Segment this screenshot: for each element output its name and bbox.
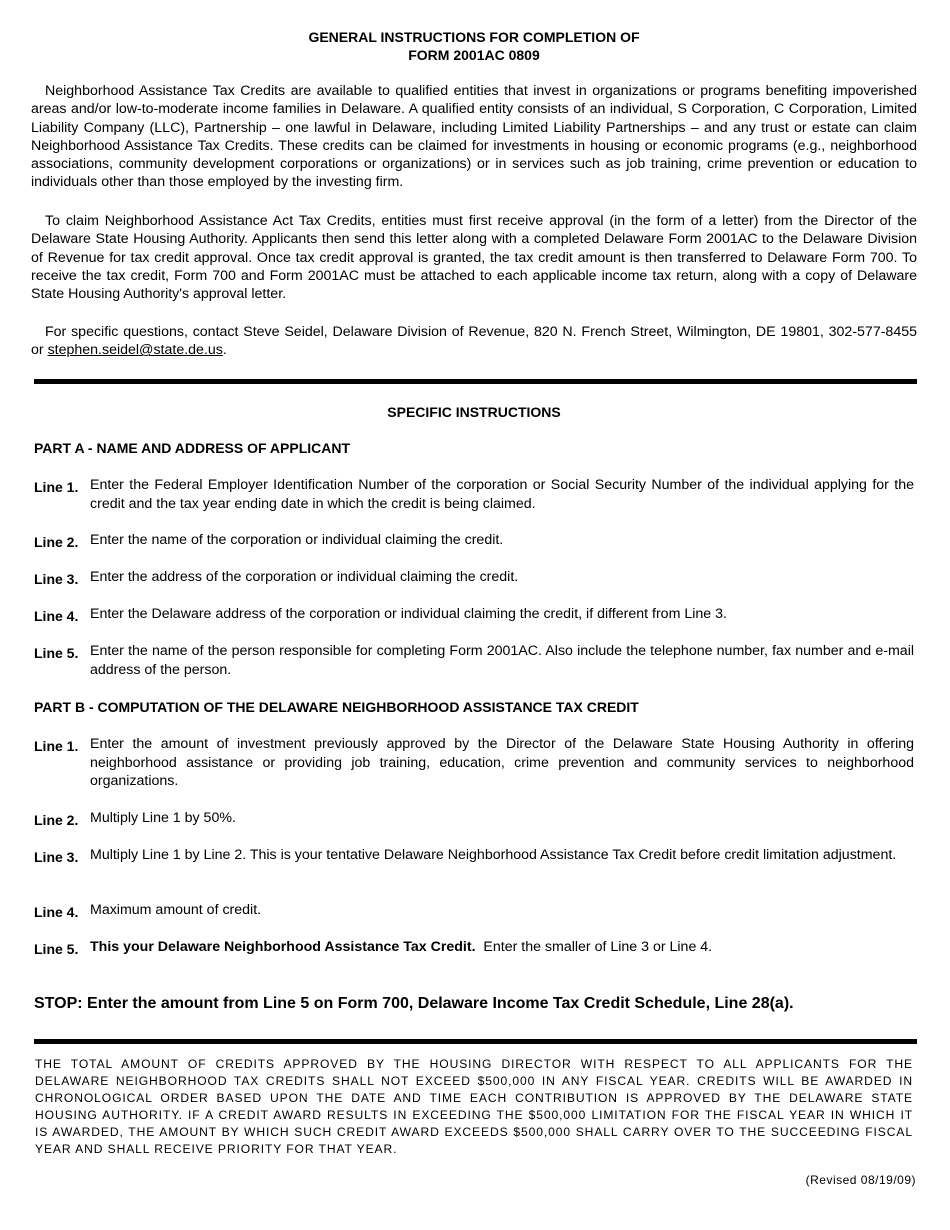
part-b-line-3 bbox=[34, 846, 914, 865]
part-a-line-2 bbox=[34, 531, 914, 550]
line-text: Multiply Line 1 by 50%. bbox=[90, 810, 236, 826]
part-b-line-2 bbox=[34, 809, 914, 828]
part-a-line-1 bbox=[34, 476, 914, 513]
line-label: Line 5. bbox=[34, 941, 79, 957]
line-text: Enter the Federal Employer Identification Number of the corporation or Social Security Number of the individual applying for the credit and the tax year ending date in which the credit is being claimed. bbox=[90, 477, 914, 512]
section-divider-top bbox=[34, 379, 917, 384]
line-label: Line 3. bbox=[34, 571, 79, 587]
line-label: Line 4. bbox=[34, 608, 79, 624]
line-label: Line 5. bbox=[34, 645, 79, 661]
title-line-2: FORM 2001AC 0809 bbox=[408, 47, 540, 63]
line-label: Line 2. bbox=[34, 534, 79, 550]
line-text: Enter the name of the corporation or individual claiming the credit. bbox=[90, 532, 504, 548]
contact-email-link[interactable]: stephen.seidel@state.de.us bbox=[47, 342, 223, 359]
line-label: Line 4. bbox=[34, 904, 79, 920]
part-b-line-4 bbox=[34, 901, 914, 920]
stop-instruction: STOP: Enter the amount from Line 5 on Form 700, Delaware Income Tax Credit Schedule, Line 28(a). bbox=[34, 995, 794, 1012]
line-text bbox=[90, 938, 914, 957]
contact-text: For specific questions, contact Steve Seidel, Delaware Division of Revenue, 820 N. French Street, Wilmington, DE 19801, 302-577-8455 or bbox=[31, 324, 917, 359]
line-label: Line 1. bbox=[34, 738, 79, 754]
page-title bbox=[31, 28, 917, 64]
specific-instructions-heading: SPECIFIC INSTRUCTIONS bbox=[387, 404, 561, 420]
line-text: Maximum amount of credit. bbox=[90, 902, 262, 918]
line-text: Enter the Delaware address of the corporation or individual claiming the credit, if different from Line 3. bbox=[90, 606, 727, 622]
general-paragraph-3 bbox=[31, 323, 917, 360]
line-text: Multiply Line 1 by Line 2. This is your tentative Delaware Neighborhood Assistance Tax Credit before credit limitation adjustment. bbox=[90, 847, 897, 863]
credit-limit-notice: THE TOTAL AMOUNT OF CREDITS APPROVED BY THE HOUSING DIRECTOR WITH RESPECT TO ALL APPLICANTS FOR THE DELAWARE NEIGHBORHOOD TAX CREDITS SHALL NOT EXCEED $500,000 IN ANY FISCAL YEAR. CREDITS WILL BE AWARDED IN CHRONOLOGICAL ORDER BASED UPON THE DATE AND TIME EACH CONTRIBUTION IS APPROVED BY THE DELAWARE STATE HOUSING AUTHORITY. IF A CREDIT AWARD RESULTS IN EXCEEDING THE $500,000 LIMITATION FOR THE FISCAL YEAR IN WHICH IT IS AWARDED, THE AMOUNT BY WHICH SUCH CREDIT AWARD EXCEEDS $500,000 SHALL CARRY OVER TO THE SUCCEEDING FISCAL YEAR AND SHALL RECEIVE PRIORITY FOR THAT YEAR. bbox=[35, 1057, 913, 1156]
part-b-line-1 bbox=[34, 735, 914, 791]
part-a-line-5 bbox=[34, 642, 914, 679]
general-paragraph-2: To claim Neighborhood Assistance Act Tax Credits, entities must first receive approval (in the form of a letter) from the Director of the Delaware State Housing Authority. Applicants then send this letter along with a completed Delaware Form 2001AC to the Delaware Division of Revenue for tax credit approval. Once tax credit approval is granted, the tax credit amount is then transferred to Delaware Form 700. To receive the tax credit, Form 700 and Form 2001AC must be attached to each applicable income tax return, along with a copy of Delaware State Housing Authority's approval letter. bbox=[31, 213, 917, 303]
title-line-1: GENERAL INSTRUCTIONS FOR COMPLETION OF bbox=[308, 29, 640, 45]
revision-date: (Revised 08/19/09) bbox=[805, 1173, 916, 1187]
part-a-line-3 bbox=[34, 568, 914, 587]
part-a-heading: PART A - NAME AND ADDRESS OF APPLICANT bbox=[34, 440, 351, 456]
final-credit-instruction: Enter the smaller of Line 3 or Line 4. bbox=[483, 939, 713, 955]
contact-suffix: . bbox=[222, 342, 227, 359]
final-credit-label: This your Delaware Neighborhood Assistance Tax Credit. bbox=[90, 939, 476, 955]
line-label: Line 2. bbox=[34, 812, 79, 828]
part-b-heading: PART B - COMPUTATION OF THE DELAWARE NEIGHBORHOOD ASSISTANCE TAX CREDIT bbox=[34, 699, 639, 715]
section-divider-bottom bbox=[34, 1039, 917, 1044]
line-text: Enter the name of the person responsible for completing Form 2001AC. Also include the telephone number, fax number and e-mail address of the person. bbox=[90, 643, 914, 678]
line-label: Line 1. bbox=[34, 479, 79, 495]
part-a-line-4 bbox=[34, 605, 914, 624]
line-text: Enter the amount of investment previously approved by the Director of the Delaware State Housing Authority in offering neighborhood assistance or providing job training, education, crime prevention and community services to neighborhood organizations. bbox=[90, 736, 914, 789]
line-text: Enter the address of the corporation or individual claiming the credit. bbox=[90, 569, 519, 585]
line-label: Line 3. bbox=[34, 849, 79, 865]
general-paragraph-1: Neighborhood Assistance Tax Credits are available to qualified entities that invest in organizations or programs benefiting impoverished areas and/or low-to-moderate income families in Delaware. A qualified entity consists of an individual, S Corporation, C Corporation, Limited Liability Company (LLC), Partnership – one lawful in Delaware, including Limited Liability Partnerships – and any trust or estate can claim Neighborhood Assistance Tax Credits. These credits can be claimed for investments in housing or economic programs (e.g., neighborhood associations, community development corporations or organizations) or in services such as job training, crime prevention or education to individuals other than those employed by the investing firm. bbox=[31, 83, 917, 191]
part-b-line-5 bbox=[34, 938, 914, 957]
